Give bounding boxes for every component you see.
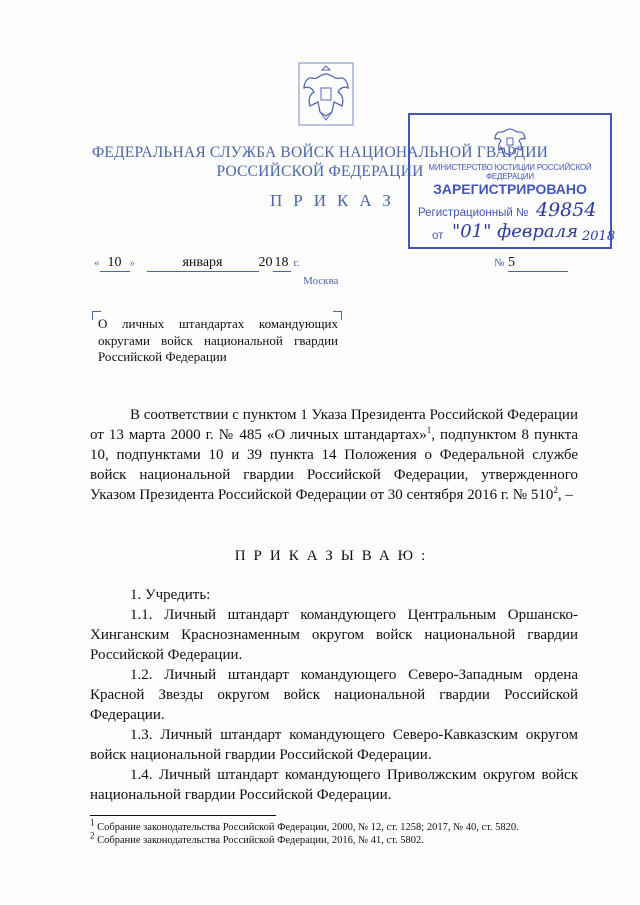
footnote-separator (90, 815, 276, 816)
stamp-date-value: "01" февраля (452, 221, 579, 242)
stamp-ministry: МИНИСТЕРСТВО ЮСТИЦИИ РОССИЙСКОЙ ФЕДЕРАЦИИ (428, 163, 592, 181)
footnote-text-2: Собрание законодательства Российской Федерации, 2016, № 41, ст. 5802. (97, 835, 424, 846)
stamp-year: 2018 (582, 229, 616, 244)
footnote-1 (90, 817, 578, 834)
preamble-text-2: , подпунктом 8 пункта 10, подпунктами 10 и 39 пункта 14 Положения о Федеральной службе войск национальной гвардии Российской Федерации, утвержденного Указом Президента Российской Федерации от 30 сентября 2016 г. № 510 (90, 427, 578, 503)
order-city: Москва (303, 275, 339, 287)
footnote-2 (90, 830, 578, 847)
order-subject: О личных штандартах командующих округами войск национальной гвардии Российской Федерации (98, 316, 338, 364)
order-day: 10 (100, 255, 130, 272)
order-word: ПРИКАЗЫВАЮ: (234, 548, 434, 564)
footnote-ref-2: 2 (553, 485, 558, 495)
stamp-reg-number: 49854 (536, 199, 597, 221)
order-year-unit: г. (293, 257, 300, 269)
order-date (94, 255, 300, 272)
registration-stamp (408, 113, 616, 249)
item-1-3: 1.3. Личный штандарт командующего Северо-Кавказским округом войск национальной гвардии Российской Федерации. (90, 727, 578, 763)
preamble-text-1: В соответствии с пунктом 1 Указа Президента Российской Федерации от 13 марта 2000 г. № 485 «О личных штандартах» (90, 407, 578, 443)
footnote-mark-1: 1 (90, 817, 95, 828)
item-1-4: 1.4. Личный штандарт командующего Приволжским округом войск национальной гвардии Российской Федерации. (90, 767, 578, 803)
quote-close: » (129, 257, 135, 269)
footnote-mark-2: 2 (90, 830, 95, 841)
stamp-registered: ЗАРЕГИСТРИРОВАНО (433, 181, 587, 197)
item-1: 1. Учредить: (130, 587, 211, 603)
letterhead-line-1: ФЕДЕРАЛЬНАЯ СЛУЖБА ВОЙСК НАЦИОНАЛЬНОЙ ГВАРДИИ (91, 144, 549, 161)
order-year-prefix: 20 (258, 255, 273, 270)
order-number-value: 5 (508, 255, 568, 272)
coat-of-arms-icon (298, 62, 354, 126)
order-number-label: № (494, 257, 505, 269)
stamp-reg-number-label: Регистрационный № (418, 207, 529, 219)
item-1-1: 1.1. Личный штандарт командующего Центральным Оршанско-Хинганским Краснознаменным округом войск национальной гвардии Российской Федерации. (90, 607, 578, 663)
stamp-date-label: от (432, 230, 444, 242)
order-month: января (147, 255, 259, 272)
preamble-paragraph (90, 405, 578, 505)
order-year: 18 (274, 255, 289, 270)
preamble-text-3: , – (557, 487, 573, 503)
footnote-ref-1: 1 (426, 425, 432, 435)
stamp-emblem-icon (492, 123, 528, 157)
quote-open: « (94, 257, 100, 269)
footnote-text-1: Собрание законодательства Российской Федерации, 2000, № 12, ст. 1258; 2017, № 40, ст. 5820. (97, 822, 519, 833)
item-1-2: 1.2. Личный штандарт командующего Северо-Западным ордена Красной Звезды округом войск национальной гвардии Российской Федерации. (90, 667, 578, 723)
order-number (494, 255, 568, 272)
document-type-title: ПРИКАЗ (270, 191, 402, 210)
letterhead-line-2: РОССИЙСКОЙ ФЕДЕРАЦИИ (216, 163, 424, 180)
